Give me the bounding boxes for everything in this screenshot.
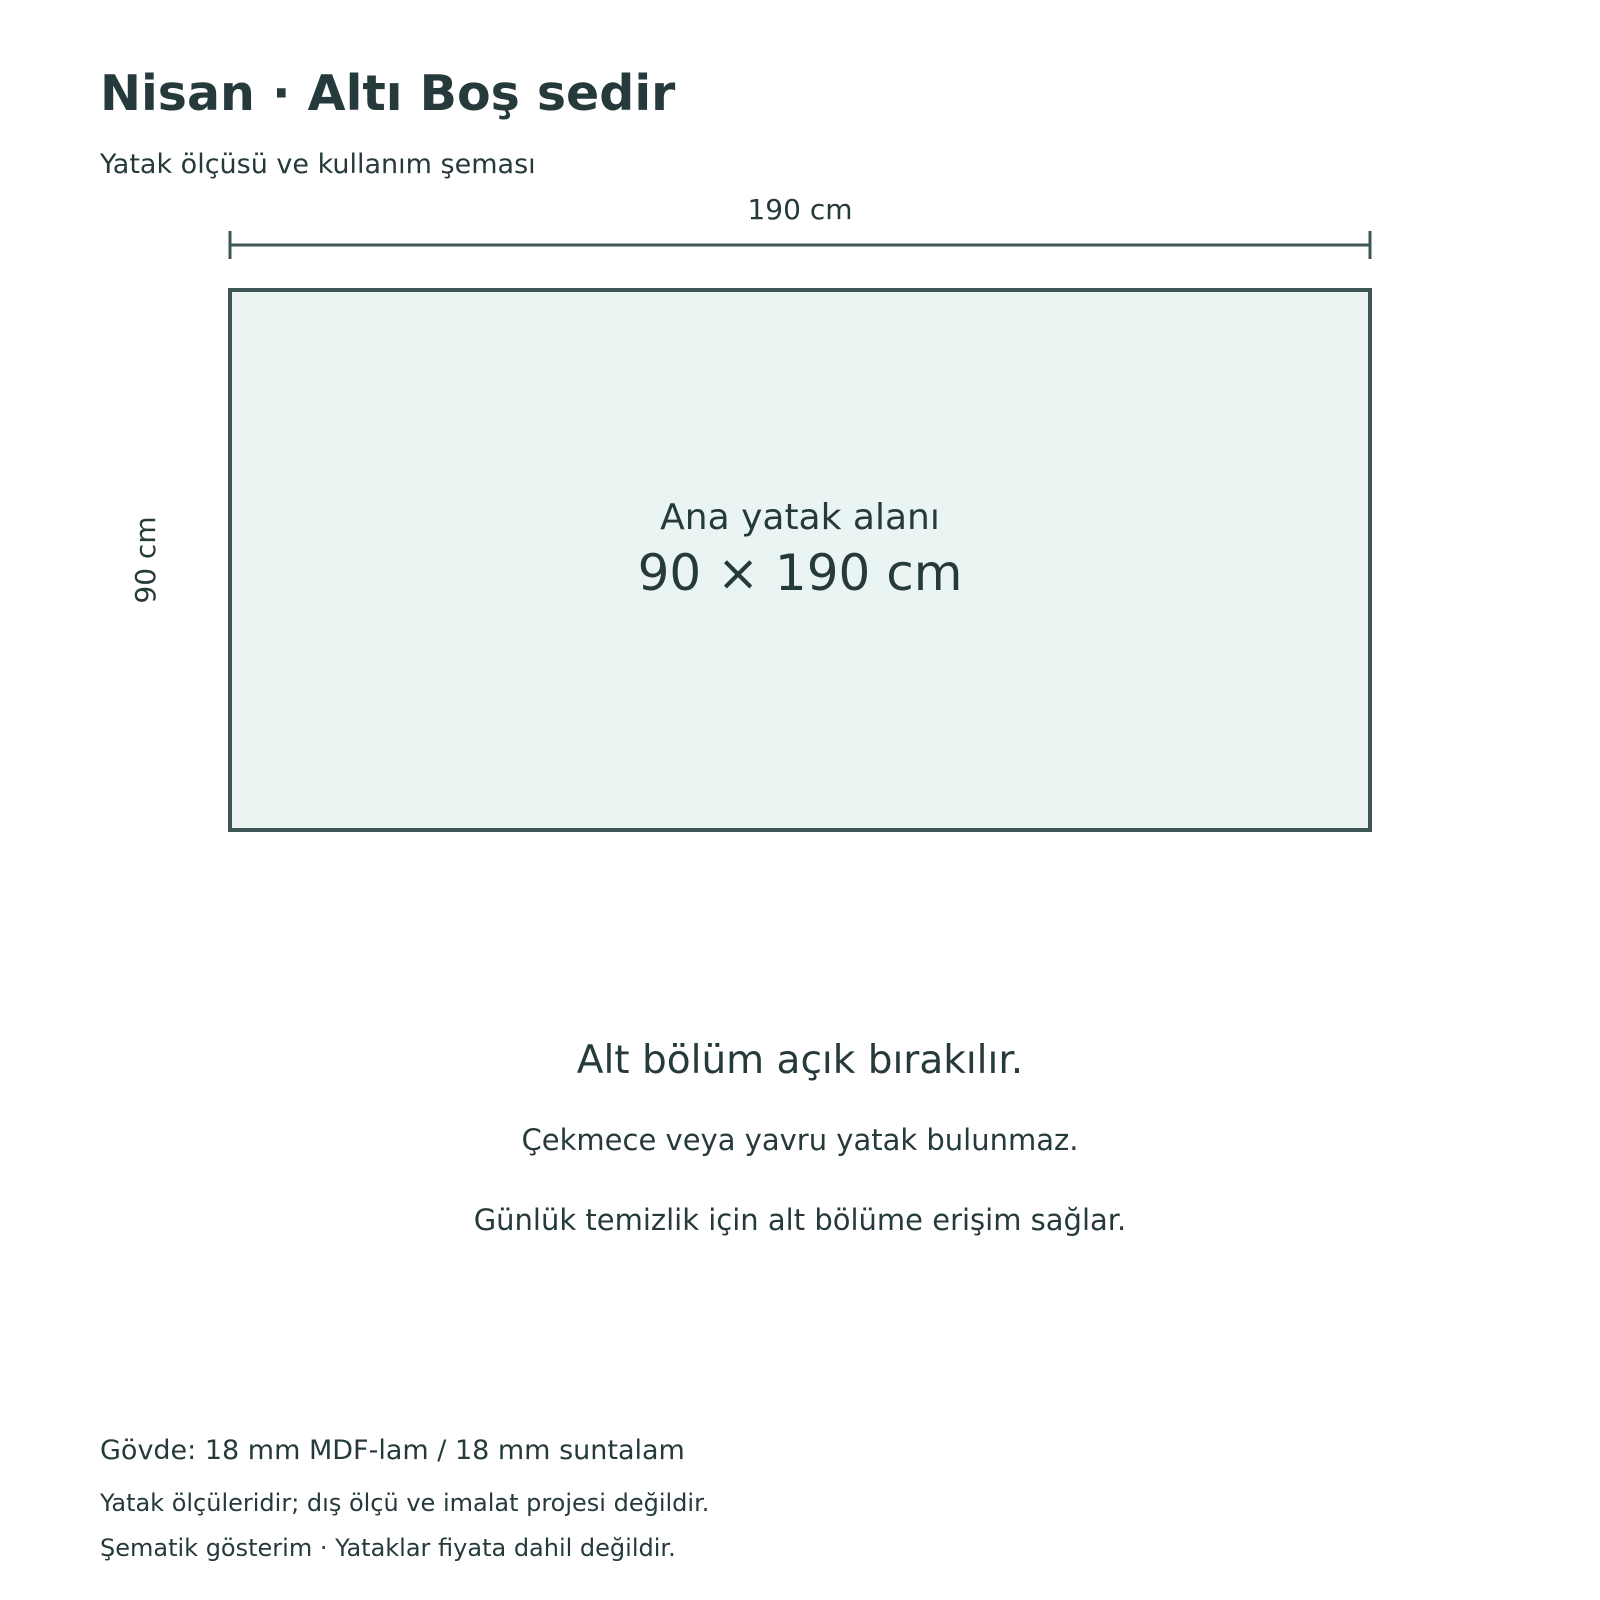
page-title: Nisan · Altı Boş sedir	[100, 65, 676, 122]
dimension-disclaimer: Yatak ölçüleridir; dış ölçü ve imalat projesi değildir.	[100, 1489, 710, 1517]
storage-note-line: Çekmece veya yavru yatak bulunmaz.	[521, 1123, 1079, 1157]
width-dimension	[230, 193, 1370, 259]
storage-note-heading: Alt bölüm açık bırakılır.	[576, 1038, 1024, 1083]
storage-note-line: Günlük temizlik için alt bölüme erişim sağlar.	[473, 1203, 1127, 1237]
bed-area-label: Ana yatak alanı	[660, 497, 940, 538]
schematic-note: Şematik gösterim · Yataklar fiyata dahil değildir.	[100, 1534, 676, 1562]
height-dimension-label: 90 cm	[129, 516, 162, 604]
width-dimension-label: 190 cm	[747, 193, 853, 226]
material-info: Gövde: 18 mm MDF-lam / 18 mm suntalam	[100, 1435, 685, 1466]
bed-area-size: 90 × 190 cm	[637, 544, 963, 602]
page-subtitle: Yatak ölçüsü ve kullanım şeması	[100, 149, 536, 180]
